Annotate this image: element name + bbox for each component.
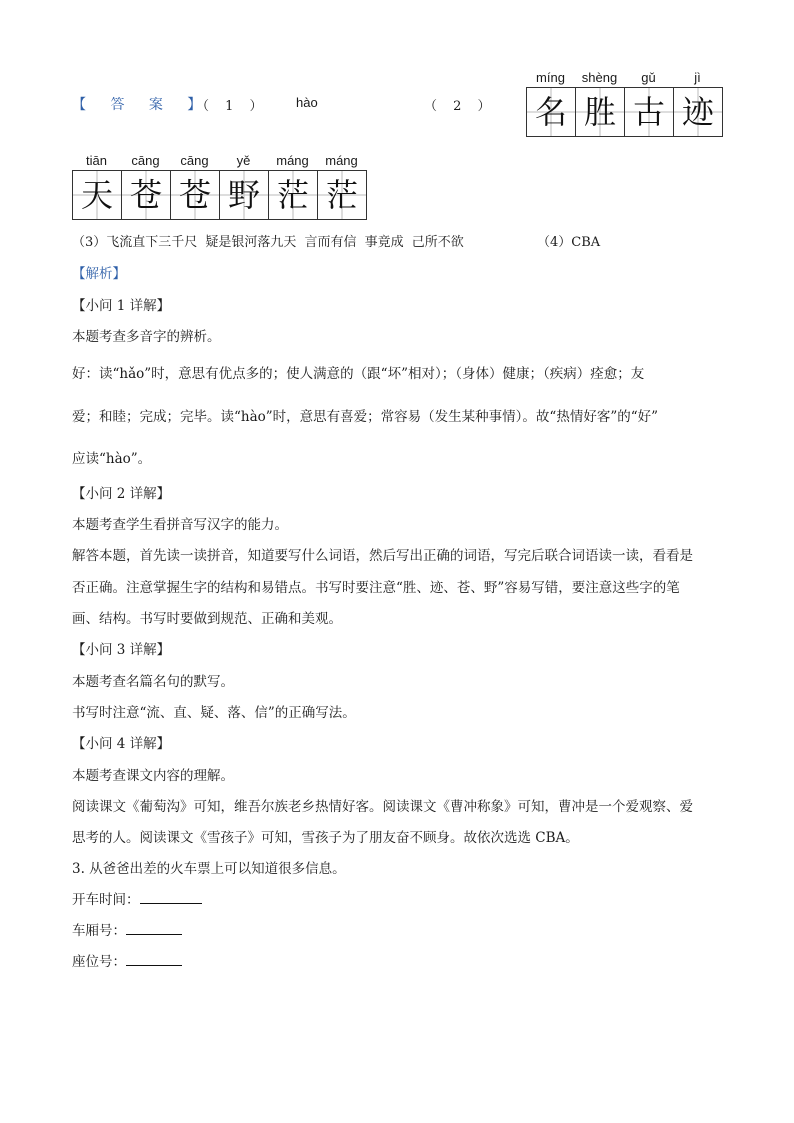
character: 天 [80,176,113,214]
character: 迹 [681,93,714,131]
q4-heading: 【小问 4 详解】 [72,736,171,752]
q3-line: 书写时注意“流、直、疑、落、信”的正确写法。 [72,705,356,721]
question3-field-seat [72,953,182,971]
field-label: 开车时间： [72,892,140,908]
character: 苍 [178,176,211,214]
character-grid-1 [526,87,723,137]
q1-line: 应读“hào”。 [72,451,152,467]
answer-item3: （3）飞流直下三千尺 疑是银河落九天 言而有信 事竟成 己所不欲 [72,235,464,250]
pinyin-label: cāng [131,153,160,168]
answer-blank[interactable] [126,953,182,966]
q4-line: 阅读课文《葡萄沟》可知，维吾尔族老乡热情好客。阅读课文《曹冲称象》可知，曹冲是一个爱观察、爱 [72,799,693,815]
q1-line: 本题考查多音字的辨析。 [72,329,221,345]
character-cell [269,170,318,220]
character: 名 [534,93,567,131]
q2-line: 本题考查学生看拼音写汉字的能力。 [72,517,288,533]
character-cell [625,87,674,137]
pinyin-label: tiān [86,153,107,168]
pinyin-label: máng [276,153,309,168]
q4-line: 思考的人。阅读课文《雪孩子》可知，雪孩子为了朋友奋不顾身。故依次选选 CBA。 [72,830,579,846]
answer-header [72,94,211,114]
q1-line: 爱；和睦；完成；完毕。读“hào”时，意思有喜爱；常容易（发生某种事情）。故“热情好客”的“好” [72,409,659,425]
pinyin-label: máng [325,153,358,168]
pinyin-row-2 [72,153,366,169]
character: 古 [632,93,665,131]
pinyin-label: shèng [581,70,618,85]
character: 茫 [325,176,358,214]
character-cell [73,170,122,220]
pinyin-label: jì [694,70,701,85]
pinyin-label: yě [236,153,251,168]
answer-item4: （4）CBA [537,235,601,250]
analysis-heading: 【解析】 [72,266,126,282]
character: 苍 [129,176,162,214]
pinyin-label: míng [536,70,565,85]
pinyin-label: cāng [180,153,209,168]
answer-item2-number: （ 2 ） [424,99,497,114]
answer-item1-value: hào [296,95,318,110]
q2-line: 否正确。注意掌握生字的结构和易错点。书写时要注意“胜、迹、苍、野”容易写错，要注意这些字的笔 [72,580,680,596]
character: 茫 [276,176,309,214]
q3-line: 本题考查名篇名句的默写。 [72,674,234,690]
field-label: 车厢号： [72,923,126,939]
character-grid-2 [72,170,367,220]
question3-field-carriage [72,922,182,940]
character-cell [527,87,576,137]
character-cell [122,170,171,220]
q1-heading: 【小问 1 详解】 [72,298,171,314]
pinyin-row-1 [526,70,722,86]
q3-heading: 【小问 3 详解】 [72,642,171,658]
answer-blank[interactable] [126,922,182,935]
character-cell [318,170,367,220]
pinyin-label: gǔ [641,70,656,85]
q1-line: 好：读“hǎo”时，意思有优点多的；使人满意的（跟“坏”相对）；（身体）健康；（疾病）痊愈；友 [72,366,645,382]
question3-stem: 3. 从爸爸出差的火车票上可以知道很多信息。 [72,861,346,877]
character-cell [576,87,625,137]
q4-line: 本题考查课文内容的理解。 [72,768,234,784]
character: 野 [227,176,260,214]
field-label: 座位号： [72,954,126,970]
character-cell [674,87,723,137]
answer-blank[interactable] [140,891,202,904]
q2-line: 解答本题，首先读一读拼音，知道要写什么词语，然后写出正确的词语，写完后联合词语读一读，看看是 [72,548,693,564]
answer-item1-number: （ 1 ） [196,99,269,114]
character-cell [171,170,220,220]
character-cell [220,170,269,220]
q2-line: 画、结构。书写时要做到规范、正确和美观。 [72,611,342,627]
answer-label: 【 答 案 】 [72,97,212,113]
question3-field-departure [72,891,202,909]
character: 胜 [583,93,616,131]
q2-heading: 【小问 2 详解】 [72,486,171,502]
